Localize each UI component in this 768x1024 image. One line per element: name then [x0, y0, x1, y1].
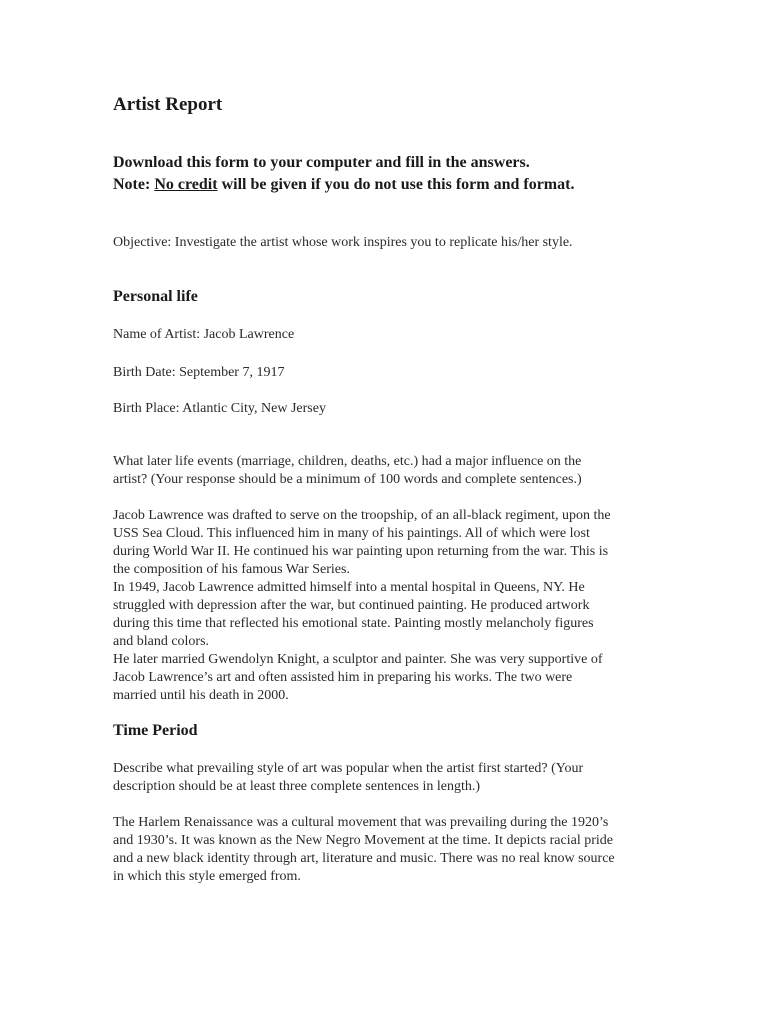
objective-text: Objective: Investigate the artist whose work inspires you to replicate his/her style.	[113, 235, 573, 250]
personal-life-heading: Personal life	[113, 288, 198, 305]
instructions	[113, 152, 574, 196]
instructions-line: Download this form to your computer and fill in the answers.	[113, 154, 530, 171]
answer-line: Jacob Lawrence was drafted to serve on the troopship, of an all-black regiment, upon the	[113, 508, 611, 523]
answer-line: and a new black identity through art, literature and music. There was no real know source	[113, 851, 615, 866]
answer-line: The Harlem Renaissance was a cultural movement that was prevailing during the 1920’s	[113, 815, 609, 830]
question-line: Describe what prevailing style of art was popular when the artist first started? (Your	[113, 761, 584, 776]
note-label: Note:	[113, 176, 151, 193]
personal-life-question	[113, 453, 582, 489]
answer-line: struggled with depression after the war, but continued painting. He produced artwork	[113, 598, 590, 613]
answer-line: married until his death in 2000.	[113, 688, 289, 703]
note-rest: will be given if you do not use this form and format.	[221, 176, 575, 193]
time-period-question	[113, 760, 583, 796]
answer-line: USS Sea Cloud. This influenced him in many of his paintings. All of which were lost	[113, 526, 590, 541]
note-line	[113, 174, 574, 196]
answer-line: the composition of his famous War Series.	[113, 562, 350, 577]
time-period-answer	[113, 814, 615, 886]
answer-line: during World War II. He continued his war painting upon returning from the war. This is	[113, 544, 609, 559]
time-period-heading: Time Period	[113, 722, 198, 739]
no-credit-text: No credit	[154, 176, 218, 193]
page-title: Artist Report	[113, 94, 223, 115]
question-line: artist? (Your response should be a minimum of 100 words and complete sentences.)	[113, 472, 582, 487]
answer-line: during this time that reflected his emotional state. Painting mostly melancholy figures	[113, 616, 594, 631]
birth-date: Birth Date: September 7, 1917	[113, 365, 285, 380]
artist-name: Name of Artist: Jacob Lawrence	[113, 327, 295, 342]
birth-place: Birth Place: Atlantic City, New Jersey	[113, 401, 326, 416]
answer-line: He later married Gwendolyn Knight, a sculptor and painter. She was very supportive of	[113, 652, 603, 667]
answer-line: In 1949, Jacob Lawrence admitted himself into a mental hospital in Queens, NY. He	[113, 580, 585, 595]
answer-line: in which this style emerged from.	[113, 869, 301, 884]
answer-line: Jacob Lawrence’s art and often assisted him in preparing his works. The two were	[113, 670, 573, 685]
question-line: What later life events (marriage, children, deaths, etc.) had a major influence on the	[113, 454, 582, 469]
personal-life-answer	[113, 507, 611, 705]
answer-line: and 1930’s. It was known as the New Negro Movement at the time. It depicts racial pride	[113, 833, 613, 848]
question-line: description should be at least three complete sentences in length.)	[113, 779, 480, 794]
answer-line: and bland colors.	[113, 634, 210, 649]
